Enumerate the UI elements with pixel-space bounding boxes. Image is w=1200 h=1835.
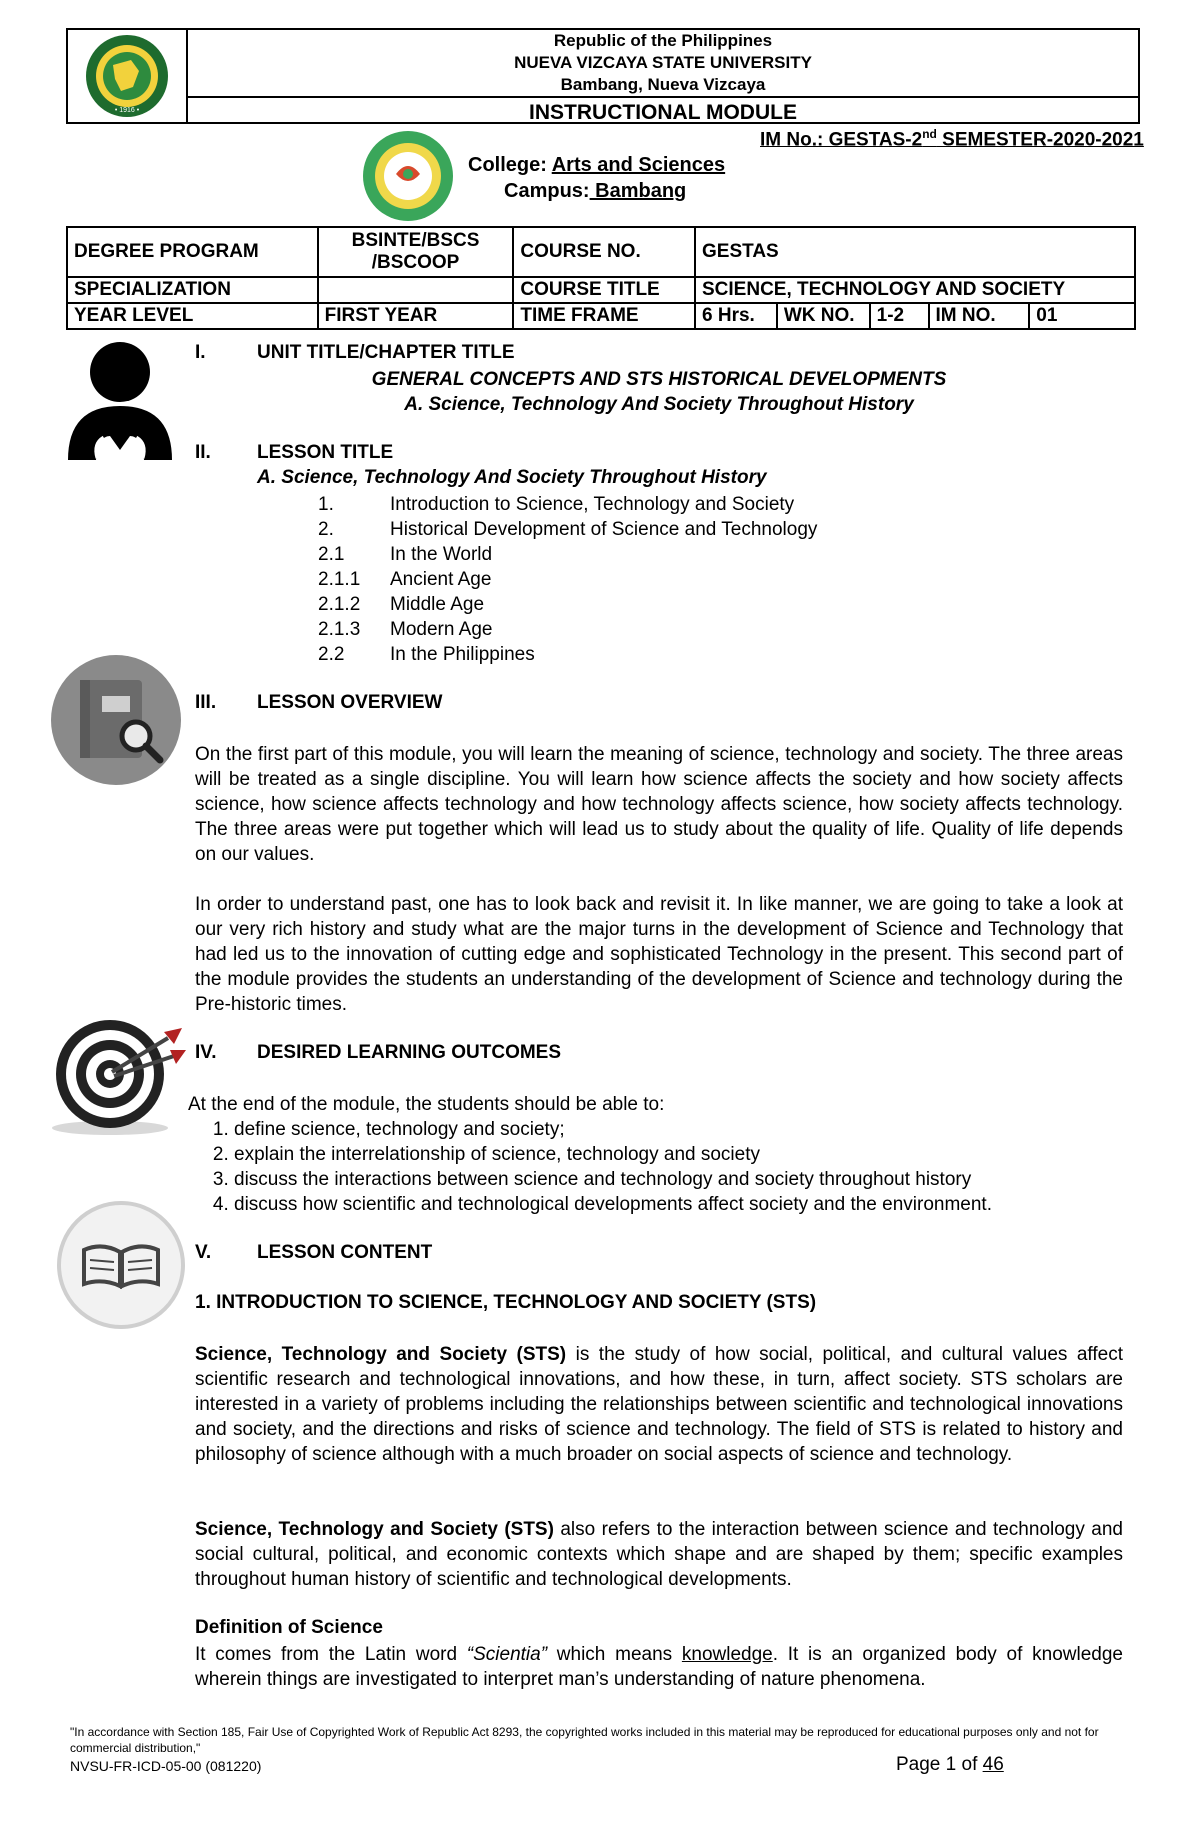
college-campus-block: College: Arts and Sciences Campus: Bambang: [468, 154, 726, 202]
outcomes-intro: At the end of the module, the students should be able to:: [188, 1094, 665, 1115]
specialization-label: SPECIALIZATION: [67, 277, 318, 303]
unit-heading: UNIT TITLE/CHAPTER TITLE: [257, 342, 515, 363]
college-logo: [356, 128, 460, 229]
outline-item: 1. Introduction to Science, Technology and Society: [318, 494, 795, 515]
header-box: [66, 28, 1140, 124]
list-item: 2. explain the interrelationship of science, technology and society: [234, 1142, 1140, 1167]
overview-paragraph-2: In order to understand past, one has to look back and revisit it. In like manner, we are going to take a look at our very rich history and study what are the major turns in the development of Science and Technology that had led us to the innovation of cutting edge and sophisticated Technology in the present. This second part of the module provides the students an understanding of the development of Science and technology during the Pre-historic times.: [195, 894, 1123, 1015]
definition-heading: Definition of Science: [195, 1617, 383, 1638]
course-no-value: GESTAS: [695, 227, 1135, 277]
unit-title: GENERAL CONCEPTS AND STS HISTORICAL DEVELOPMENTS: [371, 369, 947, 390]
lesson-title-text: A. Science, Technology And Society Throughout History: [257, 467, 767, 488]
content-subheading: 1. INTRODUCTION TO SCIENCE, TECHNOLOGY AND SOCIETY (STS): [195, 1292, 817, 1313]
degree-label: DEGREE PROGRAM: [67, 227, 318, 277]
college-name: Arts and Sciences: [551, 154, 726, 176]
outline-item: 2.1 In the World: [318, 544, 493, 565]
unit-num: I.: [195, 342, 206, 363]
outcomes-list: [200, 1117, 1140, 1217]
overview-heading: LESSON OVERVIEW: [257, 692, 443, 713]
im-no-label: IM NO.: [929, 303, 1030, 329]
university-logo: [68, 30, 188, 122]
list-item: 3. discuss the interactions between science and technology and society throughout history: [234, 1167, 1140, 1192]
content-num: V.: [195, 1242, 212, 1263]
outline-item: 2.1.3 Modern Age: [318, 619, 493, 640]
overview-num: III.: [195, 692, 217, 713]
lesson-title-num: II.: [195, 442, 211, 463]
course-title-value: SCIENCE, TECHNOLOGY AND SOCIETY: [695, 277, 1135, 303]
sts-paragraph-2: Science, Technology and Society (STS) also refers to the interaction between science and technology and social cultural, political, and economic contexts which shape and are shaped by them; specific examples throughout human history of scientific and technological developments.: [195, 1519, 1123, 1590]
year-level-label: YEAR LEVEL: [67, 303, 318, 329]
year-level-value: FIRST YEAR: [318, 303, 514, 329]
outline-item: 2.1.2 Middle Age: [318, 594, 485, 615]
time-frame-value: 6 Hrs.: [695, 303, 777, 329]
svg-text:• 1916 •: • 1916 •: [114, 107, 140, 114]
outcomes-heading: DESIRED LEARNING OUTCOMES: [257, 1042, 562, 1063]
definition-paragraph: It comes from the Latin word “Scientia” which means knowledge. It is an organized body of knowledge wherein things are investigated to interpret man’s understanding of nature phenomena.: [195, 1644, 1123, 1690]
outline-item: 2.2 In the Philippines: [318, 644, 535, 665]
open-book-icon: [56, 1200, 186, 1335]
header-university: NUEVA VIZCAYA STATE UNIVERSITY: [514, 53, 812, 72]
campus-name: Bambang: [589, 180, 687, 202]
list-item: 1. define science, technology and society;: [234, 1117, 1140, 1142]
im-number: IM No.: GESTAS-2nd SEMESTER-2020-2021: [760, 127, 1144, 151]
lesson-title-heading: LESSON TITLE: [257, 442, 394, 463]
target-icon: [50, 1012, 186, 1141]
im-no-value: 01: [1029, 303, 1135, 329]
person-icon: [64, 340, 176, 469]
week-label: WK NO.: [777, 303, 870, 329]
header-location: Bambang, Nueva Vizcaya: [188, 74, 1138, 98]
header-republic: Republic of the Philippines: [553, 31, 773, 50]
form-code: NVSU-FR-ICD-05-00 (081220): [70, 1758, 262, 1774]
header-module-title: INSTRUCTIONAL MODULE: [529, 101, 797, 124]
overview-paragraph-1: On the first part of this module, you will learn the meaning of science, technology and society. The three areas will be treated as a single discipline. You will learn how science affects the society and how society affects science, how science affects technology and how technology affects science, how society affects technology. The three areas were put together which will lead us to study about the quality of life. Quality of life depends on our values.: [195, 744, 1123, 865]
content-heading: LESSON CONTENT: [257, 1242, 433, 1263]
list-item: 4. discuss how scientific and technological developments affect society and the environment.: [234, 1192, 1140, 1217]
unit-subtitle: A. Science, Technology And Society Throughout History: [404, 394, 914, 415]
outcomes-num: IV.: [195, 1042, 217, 1063]
page-number: Page 1 of 46: [896, 1754, 1004, 1775]
sts-paragraph-1: Science, Technology and Society (STS) is the study of how social, political, and cultural values affect scientific research and technological innovations, and how these, in turn, affect society. STS scholars are interested in a variety of problems including the relationships between scientific and technological innovations and society, and the directions and risks of science and technology. The field of STS is related to history and philosophy of science although with a much broader on social aspects of science and technology.: [195, 1344, 1123, 1465]
specialization-value: [318, 277, 514, 303]
course-info-table: [66, 226, 1136, 330]
degree-value: BSINTE/BSCS /BSCOOP: [318, 227, 514, 277]
week-value: 1-2: [870, 303, 929, 329]
outline-item: 2.1.1 Ancient Age: [318, 569, 492, 590]
course-no-label: COURSE NO.: [513, 227, 695, 277]
book-search-icon: [50, 654, 182, 791]
time-frame-label: TIME FRAME: [513, 303, 695, 329]
copyright-notice: "In accordance with Section 185, Fair Use of Copyrighted Work of Republic Act 8293, the copyrighted works included in this material may be reproduced for educational purposes only and not for commercial distribution,": [70, 1725, 1099, 1755]
lesson-outline: [318, 492, 817, 667]
outline-item: 2. Historical Development of Science and Technology: [318, 519, 818, 540]
course-title-label: COURSE TITLE: [513, 277, 695, 303]
